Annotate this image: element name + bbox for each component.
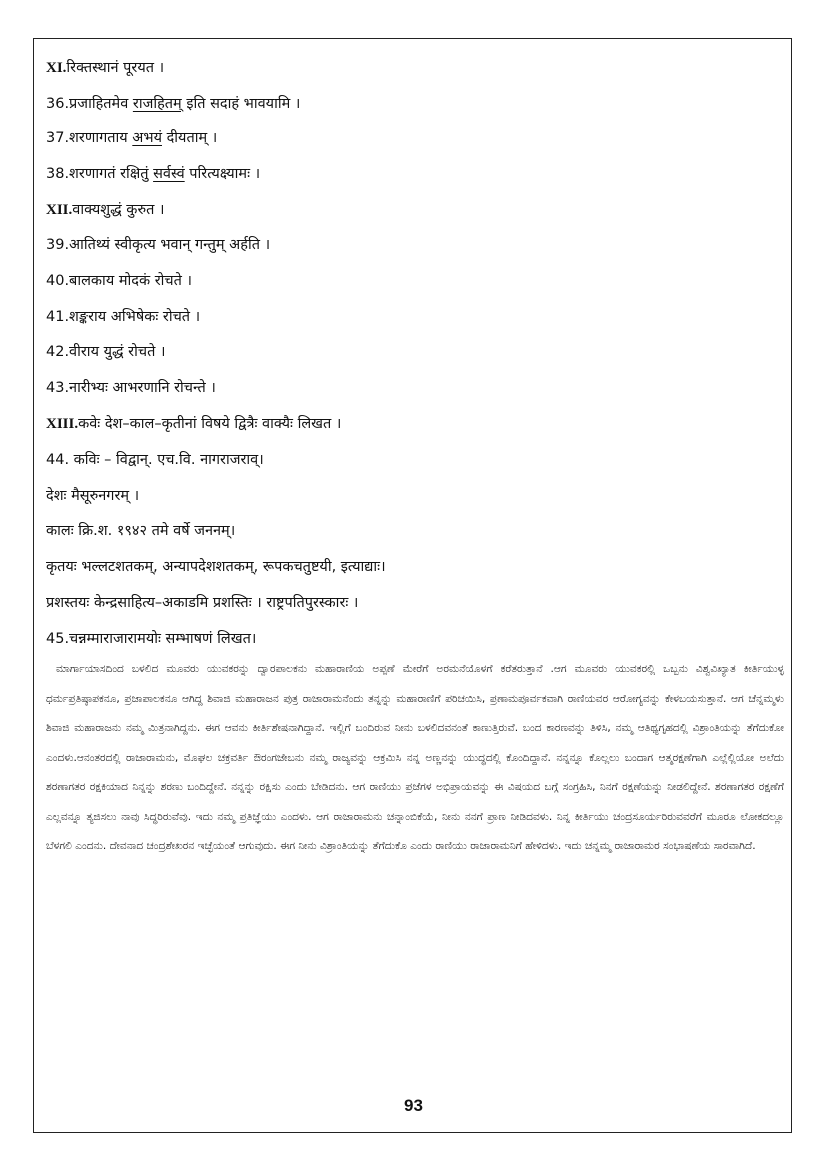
sentence-40: 40.बालकाय मोदकं रोचते ।	[46, 273, 192, 289]
sentence-42: 42.वीराय युद्धं रोचते ।	[46, 344, 166, 360]
poet-place: देशः मैसूरुनगरम् ।	[46, 488, 140, 504]
sentence-41: 41.शङ्कराय अभिषेकः रोचते ।	[46, 309, 201, 325]
sentence-38: 38.शरणागतं रक्षितुं सर्वस्वं परित्यक्ष्यामः ।	[46, 166, 261, 182]
sentence-45: 45.चन्नम्माराजारामयोः सम्भाषणं लिखत।	[46, 631, 257, 647]
sentence-36: 36.प्रजाहितमेव राजहितम् इति सदाहं भावयामि ।	[46, 96, 301, 112]
section-heading-xi: XI.रिक्तस्थानं पूरयत ।	[46, 60, 165, 76]
section-heading-xii: XII.वाक्यशुद्धं कुरुत ।	[46, 202, 165, 218]
page-number: 93	[404, 1096, 423, 1115]
poet-awards: प्रशस्तयः केन्द्रसाहित्य–अकाडमि प्रशस्तिः । राष्ट्रपतिपुरस्कारः ।	[46, 595, 359, 611]
poet-works: कृतयः भल्लटशतकम्, अन्यापदेशशतकम्, रूपकचतुष्टयी, इत्याद्याः।	[46, 559, 386, 575]
kannada-paragraph	[46, 655, 784, 862]
sentence-43: 43.नारीभ्यः आभरणानि रोचन्ते ।	[46, 380, 216, 396]
poet-time: कालः क्रि.श. १९४२ तमे वर्षे जननम्।	[46, 523, 236, 539]
sentence-39: 39.आतिथ्यं स्वीकृत्य भवान् गन्तुम् अर्हति ।	[46, 237, 271, 253]
section-heading-xiii: XIII.कवेः देश–काल–कृतीनां विषये द्वित्रैः वाक्यैः लिखत ।	[46, 416, 342, 432]
sentence-44: 44. कविः – विद्वान्. एच.वि. नागराजराव्।	[46, 452, 264, 468]
kannada-paragraph-text: ಮಾರ್ಗಾಯಾಸದಿಂದ ಬಳಲಿದ ಮೂವರು ಯುವಕರನ್ನು ದ್ವಾರಪಾಲಕನು ಮಹಾರಾಣಿಯ ಅಪ್ಪಣೆ ಮೇರೆಗೆ ಅರಮನೆಯೊಳಗೆ ಕರೆತರುತ್ತಾನೆ .ಆಗ ಮೂವರು ಯುವಕರಲ್ಲಿ ಒಬ್ಬನು ವಿಶ್ವವಿಖ್ಯಾತ ಕೀರ್ತಿಯುಳ್ಳ ಧರ್ಮಪ್ರತಿಷ್ಠಾಪಕನೂ, ಪ್ರಜಾಪಾಲಕನೂ ಆಗಿದ್ದ ಶಿವಾಜಿ ಮಹಾರಾಜನ ಪುತ್ರ ರಾಜಾರಾಮನೆಂದು ತನ್ನನ್ನು ಮಹಾರಾಣಿಗೆ ಪರಿಚಯಿಸಿ, ಪ್ರಣಾಮಪೂರ್ವಕವಾಗಿ ರಾಣಿಯವರ ಆರೋಗ್ಯವನ್ನು ಕೇಳಬಯಸುತ್ತಾನೆ. ಆಗ ಚೆನ್ನಮ್ಮಳು ಶಿವಾಜಿ ಮಹಾರಾಜನು ನಮ್ಮ ಮಿತ್ರನಾಗಿದ್ದನು. ಈಗ ಆವನು ಕೀರ್ತಿಶೇಷನಾಗಿದ್ದಾನೆ. ಇಲ್ಲಿಗೆ ಬಂದಿರುವ ನೀನು ಬಳಲಿದವನಂತೆ ಕಾಣುತ್ತಿರುವೆ. ಬಂದ ಕಾರಣವನ್ನು ತಿಳಿಸಿ, ನಮ್ಮ ಆತಿಥ್ಯಗೃಹದಲ್ಲಿ ವಿಶ್ರಾಂತಿಯನ್ನು ತೆಗೆದುಕೋ ಎಂದಳು.ಆನಂತರದಲ್ಲಿ ರಾಜಾರಾಮನು, ಮೊಘಲ ಚಕ್ರವರ್ತಿ ಔರಂಗಜೇಬನು ನಮ್ಮ ರಾಜ್ಯವನ್ನು ಆಕ್ರಮಿಸಿ ನನ್ನ ಅಣ್ಣನನ್ನು ಯುದ್ಧದಲ್ಲಿ ಕೊಂದಿದ್ದಾನೆ. ನನ್ನನ್ನೂ ಕೊಲ್ಲಲು ಬಂದಾಗ ಆತ್ಮರಕ್ಷಣೆಗಾಗಿ ಎಲ್ಲೆಲ್ಲಿಯೋ ಅಲೆದು ಶರಣಾಗತರ ರಕ್ಷಕಿಯಾದ ನಿನ್ನನ್ನು ಶರಣು ಬಂದಿದ್ದೇನೆ. ನನ್ನನ್ನು ರಕ್ಷಿಸು ಎಂದು ಬೇಡಿದನು. ಆಗ ರಾಣಿಯು ಪ್ರಜೆಗಳ ಅಭಿಪ್ರಾಯವನ್ನು ಈ ವಿಷಯದ ಬಗ್ಗೆ ಸಂಗ್ರಹಿಸಿ, ನಿನಗೆ ರಕ್ಷಣೆಯನ್ನು ನೀಡಲಿದ್ದೇನೆ. ಶರಣಾಗತರ ರಕ್ಷಣೆಗೆ ಎಲ್ಲವನ್ನೂ ತ್ಯಜಿಸಲು ನಾವು ಸಿದ್ಧರಿರುವೆವು. ಇದು ನಮ್ಮ ಪ್ರತಿಜ್ಞೆಯು ಎಂದಳು. ಆಗ ರಾಜಾರಾಮನು ಚನ್ನಾಂಬಿಕೆಯೆ, ನೀನು ನನಗೆ ಪ್ರಾಣ ನೀಡಿದವಳು. ನಿನ್ನ ಕೀರ್ತಿಯು ಚಂದ್ರಸೂರ್ಯರಿರುವವರೆಗೆ ಮೂರೂ ಲೋಕದಲ್ಲೂ ಬೆಳಗಲಿ ಎಂದನು. ದೇವನಾದ ಚಂದ್ರಶೇಖರನ ಇಚ್ಛೆಯಂತೆ ಆಗುವುದು. ಈಗ ನೀನು ವಿಶ್ರಾಂತಿಯನ್ನು ತೆಗೆದುಕೊ ಎಂದು ರಾಣಿಯು ರಾಜಾರಾಮನಿಗೆ ಹೇಳಿದಳು. ಇದು ಚನ್ನಮ್ಮ ರಾಜಾರಾಮರ ಸಂಭಾಷಣೆಯ ಸಾರವಾಗಿದೆ.	[46, 663, 784, 852]
sentence-37: 37.शरणागताय अभयं दीयताम् ।	[46, 130, 218, 146]
